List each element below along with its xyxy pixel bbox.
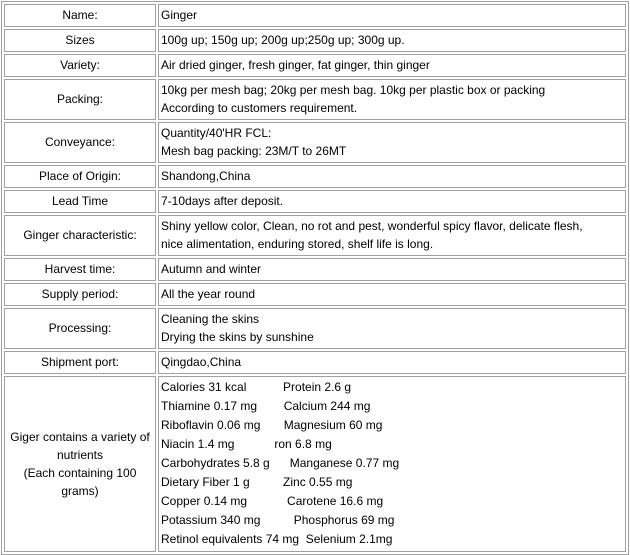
value-line: 7-10days after deposit. (161, 194, 284, 208)
row-characteristic (4, 215, 626, 256)
row-shipment-port (4, 351, 626, 374)
label-nutrients (4, 376, 156, 552)
value-line: Drying the skins by sunshine (161, 330, 314, 344)
value-processing (158, 308, 626, 349)
row-place-of-origin (4, 165, 626, 188)
row-name (4, 4, 626, 27)
value-line: Ginger (161, 8, 198, 22)
nutrients-label-line: grams) (61, 483, 99, 498)
value-line: Mesh bag packing: 23M/T to 26MT (161, 144, 347, 158)
value-lead-time (158, 190, 626, 213)
ginger-spec-table (1, 1, 629, 555)
label-characteristic: Ginger characteristic: (4, 215, 156, 256)
value-line: Qingdao,China (161, 355, 242, 369)
value-name (158, 4, 626, 27)
value-sizes (158, 29, 626, 52)
value-line: 10kg per mesh bag; 20kg per mesh bag. 10kg per plastic box or packing (161, 83, 546, 97)
value-nutrients (158, 376, 626, 552)
nutrient-line: Dietary Fiber 1 g Zinc 0.55 mg (161, 475, 353, 489)
value-supply-period (158, 283, 626, 306)
row-variety (4, 54, 626, 77)
label-packing: Packing: (4, 79, 156, 120)
nutrient-line: Calories 31 kcal Protein 2.6 g (161, 380, 352, 394)
nutrients-label-line: (Each containing 100 (23, 465, 137, 480)
value-line: Quantity/40'HR FCL: (161, 126, 272, 140)
row-lead-time (4, 190, 626, 213)
row-supply-period (4, 283, 626, 306)
nutrient-line: Retinol equivalents 74 mg Selenium 2.1mg (161, 532, 393, 546)
nutrients-label-line: Giger contains a variety of (10, 429, 150, 444)
nutrient-line: Copper 0.14 mg Carotene 16.6 mg (161, 494, 384, 508)
value-characteristic (158, 215, 626, 256)
nutrients-label-line: nutrients (56, 447, 104, 462)
nutrient-line: Thiamine 0.17 mg Calcium 244 mg (161, 399, 371, 413)
nutrient-line: Niacin 1.4 mg ron 6.8 mg (161, 437, 332, 451)
value-line: Autumn and winter (161, 262, 262, 276)
value-place-of-origin (158, 165, 626, 188)
value-line: Cleaning the skins (161, 312, 260, 326)
label-place-of-origin: Place of Origin: (4, 165, 156, 188)
label-harvest-time: Harvest time: (4, 258, 156, 281)
row-harvest-time (4, 258, 626, 281)
label-lead-time: Lead Time (4, 190, 156, 213)
nutrient-line: Potassium 340 mg Phosphorus 69 mg (161, 513, 395, 527)
value-conveyance (158, 122, 626, 163)
value-line: Shandong,China (161, 169, 251, 183)
label-name: Name: (4, 4, 156, 27)
value-line: Air dried ginger, fresh ginger, fat ginger, thin ginger (161, 58, 430, 72)
value-variety (158, 54, 626, 77)
label-sizes: Sizes (4, 29, 156, 52)
row-packing (4, 79, 626, 120)
row-processing (4, 308, 626, 349)
row-conveyance (4, 122, 626, 163)
nutrient-line: Riboflavin 0.06 mg Magnesium 60 mg (161, 418, 383, 432)
label-variety: Variety: (4, 54, 156, 77)
row-sizes (4, 29, 626, 52)
value-line: 100g up; 150g up; 200g up;250g up; 300g up. (161, 33, 405, 47)
value-line: Shiny yellow color, Clean, no rot and pest, wonderful spicy flavor, delicate flesh, (161, 219, 583, 233)
value-line: All the year round (161, 287, 256, 301)
nutrient-line: Carbohydrates 5.8 g Manganese 0.77 mg (161, 456, 400, 470)
value-packing (158, 79, 626, 120)
label-conveyance: Conveyance: (4, 122, 156, 163)
label-processing: Processing: (4, 308, 156, 349)
row-nutrients (4, 376, 626, 552)
label-supply-period: Supply period: (4, 283, 156, 306)
value-line: According to customers requirement. (161, 101, 358, 115)
value-line: nice alimentation, enduring stored, shelf life is long. (161, 237, 434, 251)
value-harvest-time (158, 258, 626, 281)
label-shipment-port: Shipment port: (4, 351, 156, 374)
value-shipment-port (158, 351, 626, 374)
